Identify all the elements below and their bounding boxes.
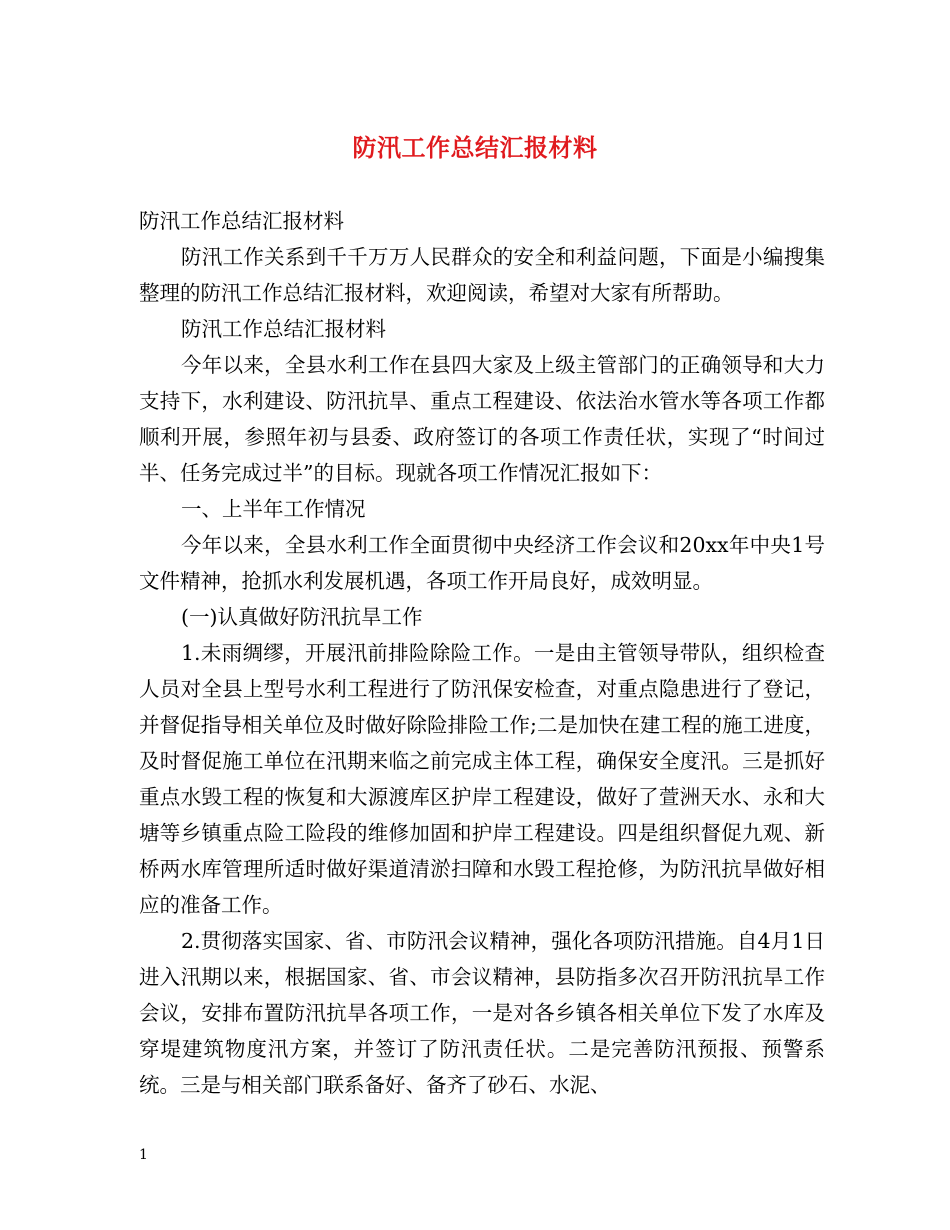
document-body <box>139 203 825 1103</box>
paragraph: 防汛工作总结汇报材料 <box>139 209 344 233</box>
paragraph: 1.未雨绸缪，开展汛前排险除险工作。一是由主管领导带队，组织检查人员对全县上型号水利工程进行了防汛保安检查，对重点隐患进行了登记，并督促指导相关单位及时做好除险排险工作;二是加快在建工程的施工进度，及时督促施工单位在汛期来临之前完成主体工程，确保安全度汛。三是抓好重点水毁工程的恢复和大源渡库区护岸工程建设，做好了萱洲天水、永和大塘等乡镇重点险工险段的维修加固和护岸工程建设。四是组织督促九观、新桥两水库管理所适时做好渠道清淤扫障和水毁工程抢修，为防汛抗旱做好相应的准备工作。 <box>139 641 825 917</box>
document-title: 防汛工作总结汇报材料 <box>352 133 598 162</box>
paragraph: 防汛工作总结汇报材料 <box>181 317 386 341</box>
subsection-heading: (一)认真做好防汛抗旱工作 <box>181 605 423 629</box>
paragraph: 今年以来，全县水利工作在县四大家及上级主管部门的正确领导和大力支持下，水利建设、防汛抗旱、重点工程建设、依法治水管水等各项工作都顺利开展，参照年初与县委、政府签订的各项工作责任状，实现了“时间过半、任务完成过半”的目标。现就各项工作情况汇报如下： <box>139 353 825 485</box>
section-heading: 一、上半年工作情况 <box>181 497 366 521</box>
paragraph: 防汛工作关系到千千万万人民群众的安全和利益问题，下面是小编搜集整理的防汛工作总结汇报材料，欢迎阅读，希望对大家有所帮助。 <box>139 245 825 305</box>
page-number: 1 <box>139 1147 148 1163</box>
paragraph: 2.贯彻落实国家、省、市防汛会议精神，强化各项防汛措施。自4月1日进入汛期以来，根据国家、省、市会议精神，县防指多次召开防汛抗旱工作会议，安排布置防汛抗旱各项工作，一是对各乡镇各相关单位下发了水库及穿堤建筑物度汛方案，并签订了防汛责任状。二是完善防汛预报、预警系统。三是与相关部门联系备好、备齐了砂石、水泥、 <box>139 929 825 1097</box>
paragraph: 今年以来，全县水利工作全面贯彻中央经济工作会议和20xx年中央1号文件精神，抢抓水利发展机遇，各项工作开局良好，成效明显。 <box>139 533 825 593</box>
